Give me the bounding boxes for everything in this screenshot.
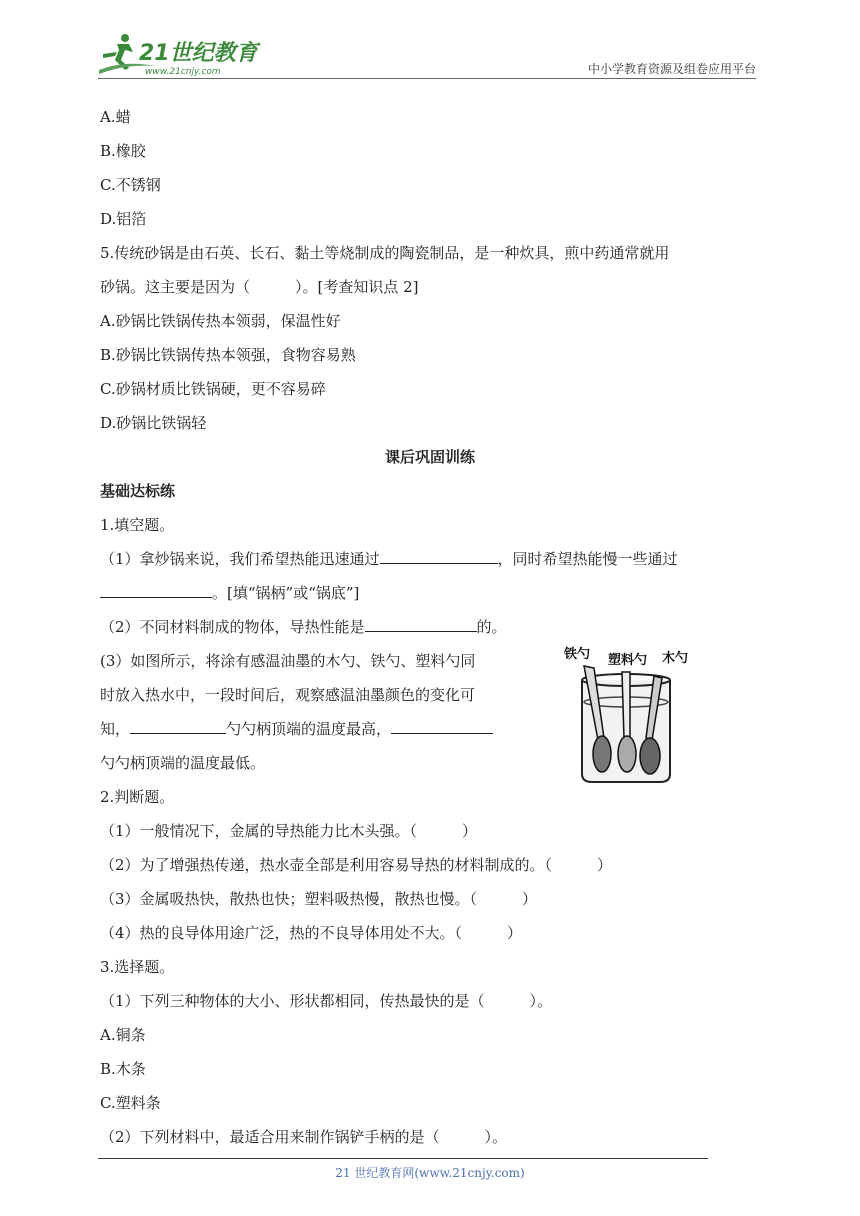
option-line: A.砂锅比铁锅传热本领弱，保温性好 [100,312,341,330]
question-heading: 1.填空题。 [100,516,175,534]
option-line: B.木条 [100,1060,146,1078]
section-title: 课后巩固训练 [384,448,475,466]
page-footer: 21 世纪教育网(www.21cnjy.com) [335,1166,525,1180]
question-heading: 3.选择题。 [100,958,175,976]
choice-question: （2）下列材料中，最适合用来制作锅铲手柄的是（ ）。 [100,1128,508,1146]
fill-question [100,576,760,610]
judge-question: （4）热的良导体用途广泛，热的不良导体用处不大。（ ） [100,924,523,942]
header-divider [98,78,756,79]
platform-tagline: 中小学教育资源及组卷应用平台 [587,62,756,76]
svg-text:21世纪教育: 21世纪教育 [139,41,258,66]
question-text: （2）不同材料制成的物体，导热性能是 [100,618,365,636]
answer-blank[interactable] [380,545,498,564]
option-line: B.砂锅比铁锅传热本领强，食物容易熟 [100,346,356,364]
question-text: 知， [100,720,131,738]
option-line: C.砂锅材质比铁锅硬，更不容易碎 [100,380,326,398]
option-line: A.蜡 [100,108,131,126]
judge-question: （1）一般情况下，金属的导热能力比木头强。（ ） [100,822,478,840]
question-text: ，同时希望热能慢一些通过 [497,550,678,568]
option-line: C.不锈钢 [100,176,161,194]
answer-blank[interactable] [130,715,226,734]
judge-question: （2）为了增强热传递，热水壶全部是利用容易导热的材料制成的。（ ） [100,856,613,874]
judge-question: （3）金属吸热快，散热也快；塑料吸热慢，散热也慢。（ ） [100,890,538,908]
option-line: D.砂锅比铁锅轻 [100,414,207,432]
subsection-title: 基础达标练 [100,482,176,500]
answer-blank[interactable] [391,715,493,734]
footer-divider [98,1158,708,1159]
question-text: （1）拿炒锅来说，我们希望热能迅速通过 [100,550,380,568]
choice-question: （1）下列三种物体的大小、形状都相同，传热最快的是（ ）。 [100,992,553,1010]
document-body [100,100,760,1154]
question-text: 5.传统砂锅是由石英、长石、黏土等烧制成的陶瓷制品，是一种炊具，煎中药通常就用 [100,244,670,262]
question-text: 。[填“锅柄”或“锅底”] [212,584,360,602]
question-text: 的。 [476,618,507,636]
label-plastic-spoon: 塑料勺 [608,653,648,668]
question-text: 勺勺柄顶端的温度最高， [226,720,392,738]
question-text: (3）如图所示，将涂有感温油墨的木勺、铁勺、塑料勺同 [100,652,476,670]
page-header [0,0,860,82]
option-line: C.塑料条 [100,1094,161,1112]
label-wood-spoon: 木勺 [662,651,689,666]
question-text: 时放入热水中，一段时间后，观察感温油墨颜色的变化可 [100,686,476,704]
option-line: A.铜条 [100,1026,146,1044]
fill-question [100,610,760,644]
question-text: 勺勺柄顶端的温度最低。 [100,754,266,772]
question-text: 砂锅。这主要是因为（ ）。[考查知识点 2] [100,278,419,296]
svg-text:www.21cnjy.com: www.21cnjy.com [145,67,221,77]
answer-blank[interactable] [365,613,477,632]
answer-blank[interactable] [100,579,212,598]
option-line: D.铝箔 [100,210,147,228]
fill-question [100,542,760,576]
question-heading: 2.判断题。 [100,788,175,806]
site-logo [95,30,265,78]
option-line: B.橡胶 [100,142,146,160]
spoons-in-beaker-figure [564,642,704,784]
label-iron-spoon: 铁勺 [564,647,591,662]
